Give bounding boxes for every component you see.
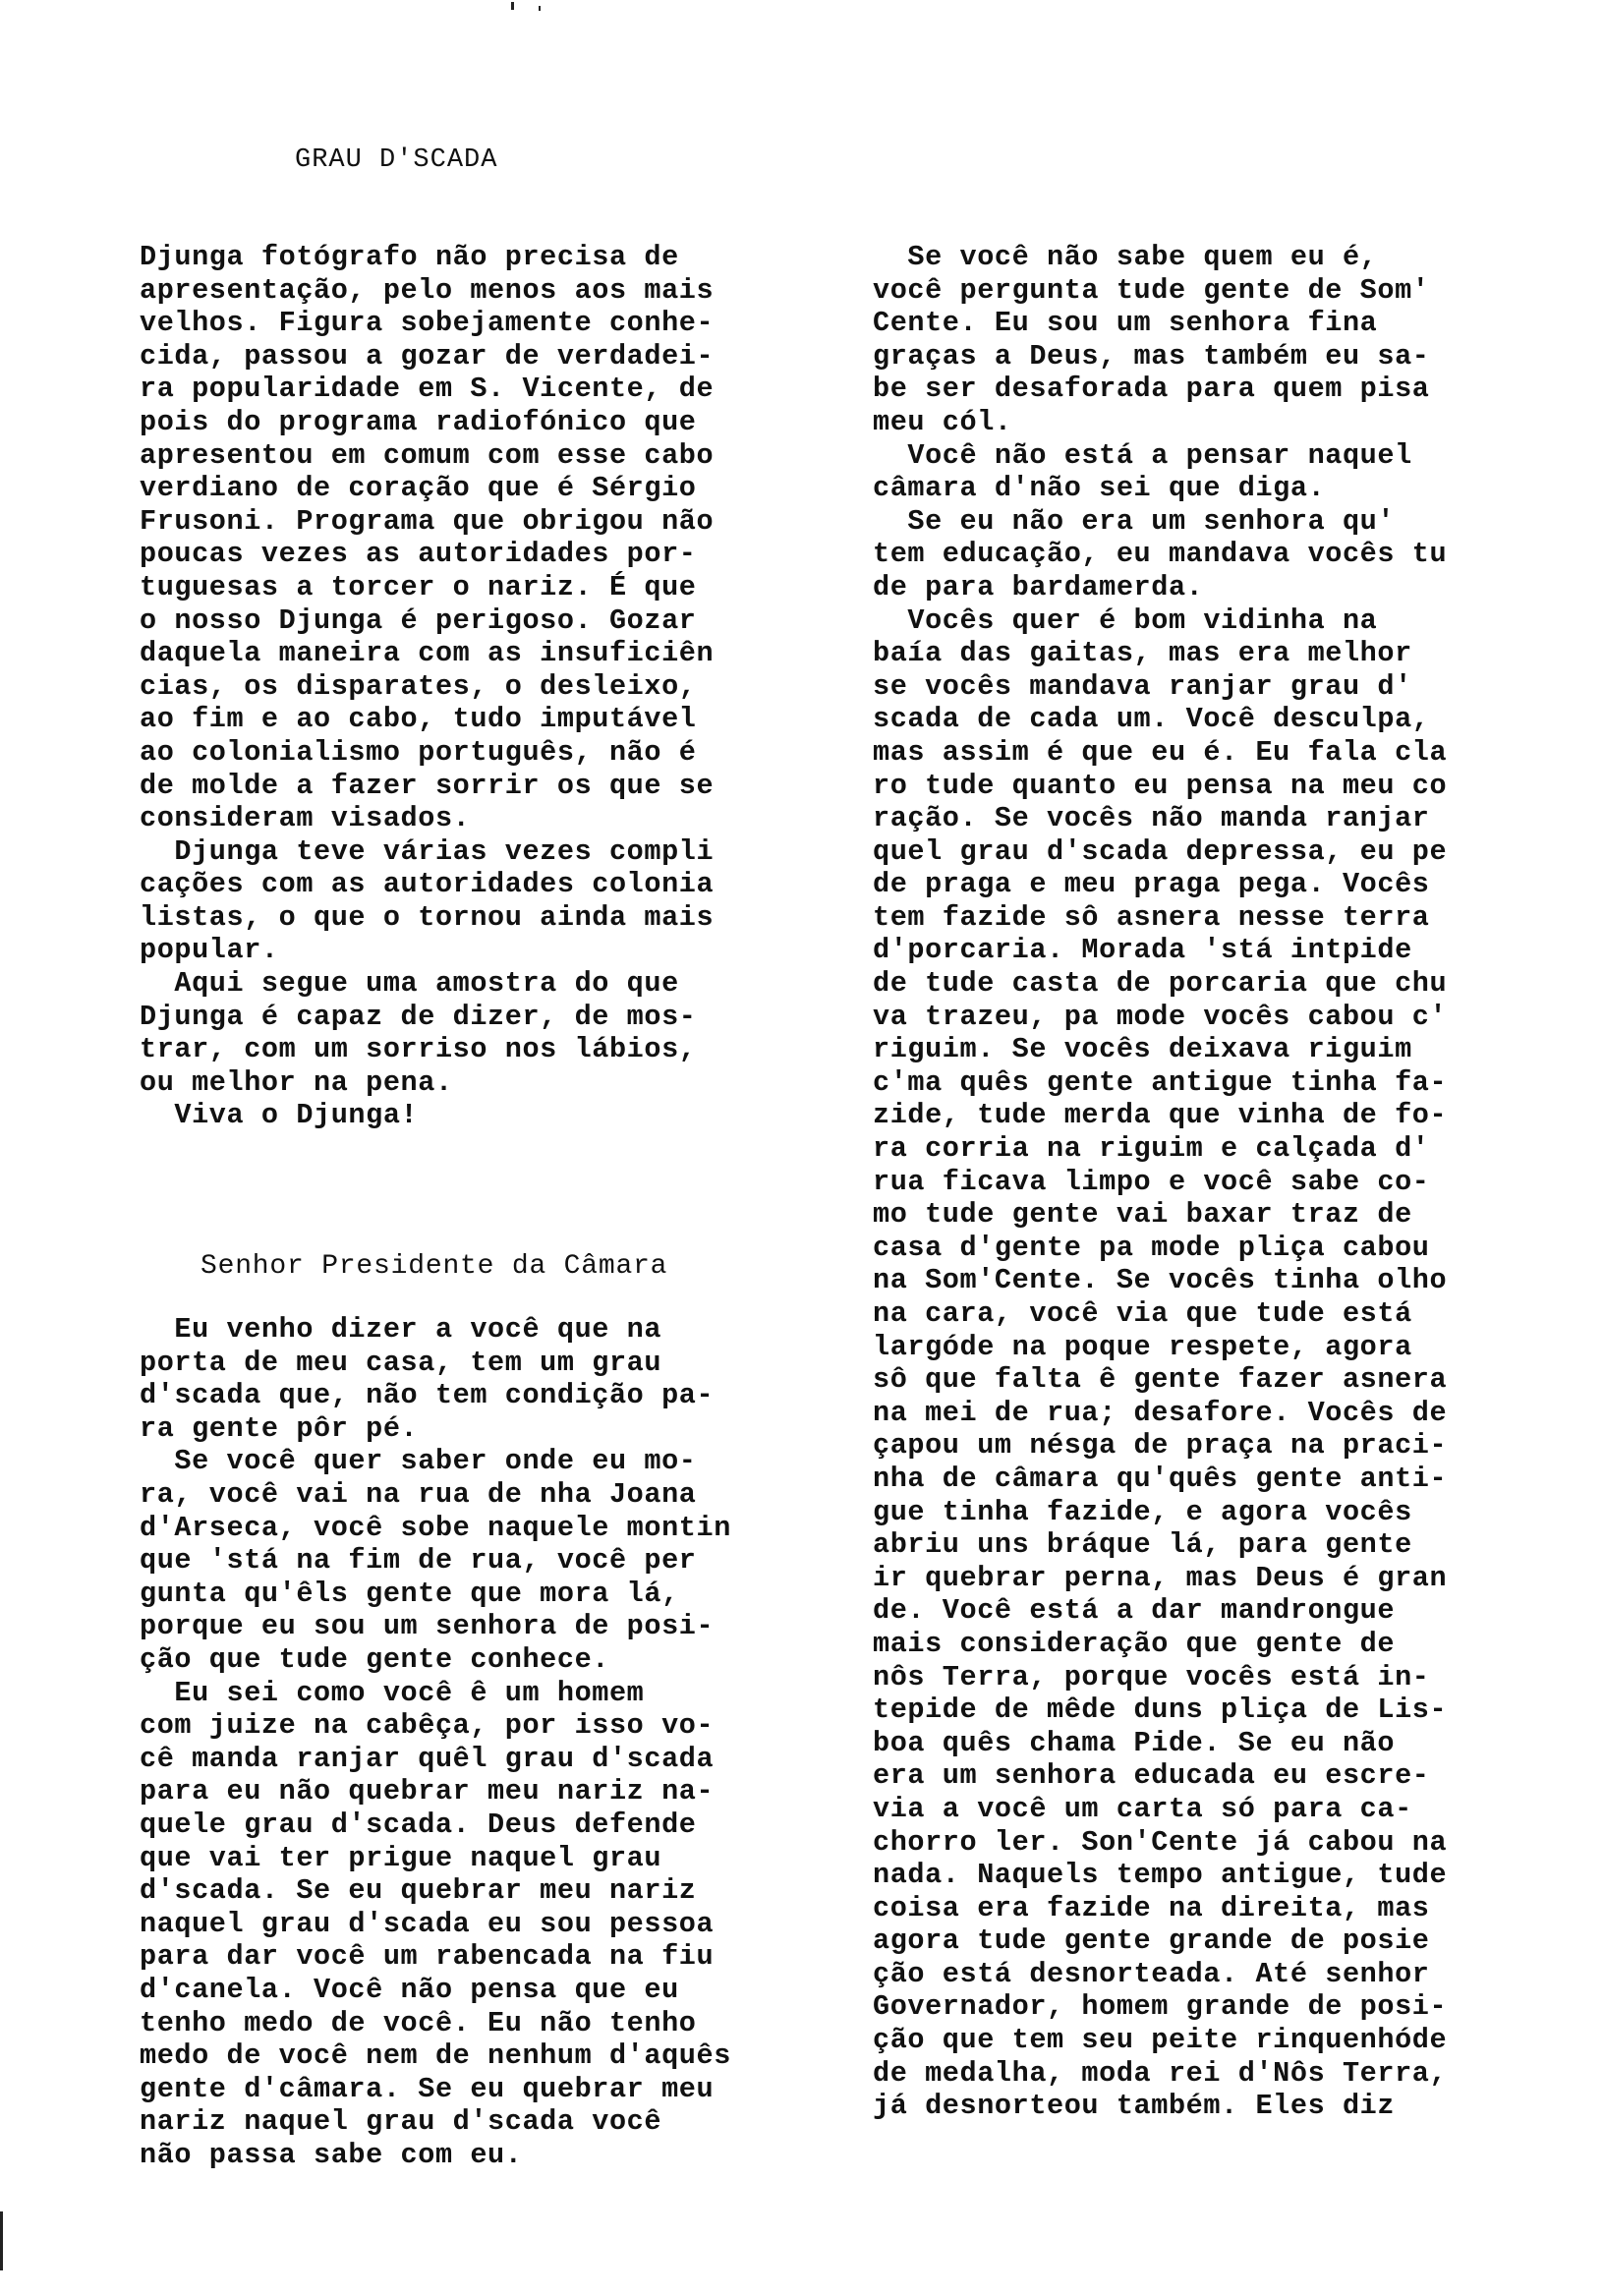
letter-line: de medalha, moda rei d'Nôs Terra, [873, 2056, 1448, 2090]
letter-line: tenho medo de você. Eu não tenho [140, 2006, 697, 2039]
intro-line: cida, passou a gozar de verdadei- [140, 339, 715, 373]
intro-line: consideram visados. [140, 802, 471, 835]
letter-line: baía das gaitas, mas era melhor [873, 637, 1412, 670]
letter-line: d'scada. Se eu quebrar meu nariz [140, 1874, 697, 1908]
letter-line: de tude casta de porcaria que chu [873, 967, 1448, 1001]
letter-line: chorro ler. Son'Cente já cabou na [873, 1825, 1448, 1859]
intro-line: apresentou em comum com esse cabo [140, 438, 715, 472]
letter-line: ração. Se vocês não manda ranjar [873, 802, 1430, 835]
letter-line: be ser desaforada para quem pisa [873, 373, 1430, 406]
letter-line: d'scada que, não tem condição pa- [140, 1379, 715, 1412]
letter-line: Vocês quer é bom vidinha na [873, 603, 1378, 637]
intro-line: ao colonialismo português, não é [140, 735, 697, 769]
letter-line: c'ma quês gente antigue tinha fa- [873, 1065, 1448, 1099]
letter-line: para eu não quebrar meu nariz na- [140, 1775, 715, 1808]
letter-line: nariz naquel grau d'scada você [140, 2105, 662, 2139]
intro-line: poucas vezes as autoridades por- [140, 538, 697, 571]
letter-line: tem fazide sô asnera nesse terra [873, 900, 1430, 934]
letter-line: de. Você está a dar mandrongue [873, 1594, 1396, 1628]
intro-line: de molde a fazer sorrir os que se [140, 769, 715, 802]
letter-line: ra corria na riguim e calçada d' [873, 1132, 1430, 1166]
intro-line: trar, com um sorriso nos lábios, [140, 1033, 697, 1066]
letter-line: ção que tude gente conhece. [140, 1642, 609, 1676]
intro-line: apresentação, pelo menos aos mais [140, 273, 715, 307]
letter-line: tepide de mêde duns pliça de Lis- [873, 1693, 1448, 1727]
letter-line: Eu venho dizer a você que na [140, 1313, 662, 1347]
intro-line: pois do programa radiofónico que [140, 405, 697, 438]
letter-body-right [873, 241, 1561, 2123]
letter-line: d'porcaria. Morada 'stá intpide [873, 934, 1412, 967]
letter-line: câmara d'não sei que diga. [873, 472, 1326, 505]
letter-line: graças a Deus, mas também eu sa- [873, 339, 1430, 373]
letter-line: porta de meu casa, tem um grau [140, 1346, 662, 1379]
letter-line: de para bardamerda. [873, 570, 1204, 603]
letter-line: era um senhora educada eu escre- [873, 1759, 1430, 1793]
letter-line: ção está desnorteada. Até senhor [873, 1957, 1430, 1990]
letter-line: na Som'Cente. Se vocês tinha olho [873, 1264, 1448, 1297]
letter-line: na cara, você via que tude está [873, 1297, 1412, 1330]
intro-line: popular. [140, 934, 279, 967]
letter-line: na mei de rua; desafore. Vocês de [873, 1396, 1448, 1429]
letter-line: rua ficava limpo e você sabe co- [873, 1165, 1430, 1198]
left-column [140, 241, 847, 2171]
letter-line: já desnorteou também. Eles diz [873, 2090, 1396, 2123]
section-gap [140, 1132, 847, 1250]
letter-line: medo de você nem de nenhum d'aquês [140, 2039, 731, 2073]
letter-line: d'canela. Você não pensa que eu [140, 1973, 679, 2006]
right-column [873, 241, 1561, 2123]
letter-line: abriu uns bráque lá, para gente [873, 1528, 1412, 1562]
letter-line: Se você não sabe quem eu é, [873, 241, 1378, 273]
intro-line: Viva o Djunga! [140, 1099, 419, 1132]
letter-line: agora tude gente grande de posie [873, 1924, 1430, 1958]
letter-line: scada de cada um. Você desculpa, [873, 703, 1430, 736]
letter-line: quele grau d'scada. Deus defende [140, 1808, 697, 1841]
letter-line: largóde na poque respete, agora [873, 1330, 1412, 1363]
letter-line: mo tude gente vai baxar traz de [873, 1198, 1412, 1232]
letter-body-left [140, 1313, 847, 2171]
intro-line: ra popularidade em S. Vicente, de [140, 373, 715, 406]
letter-line: gue tinha fazide, e agora vocês [873, 1495, 1412, 1528]
intro-paragraphs [140, 241, 847, 1132]
intro-line: o nosso Djunga é perigoso. Gozar [140, 603, 697, 637]
letter-line: ra, você vai na rua de nha Joana [140, 1478, 697, 1511]
letter-line: de praga e meu praga pega. Vocês [873, 868, 1430, 901]
letter-line: você pergunta tude gente de Som' [873, 273, 1430, 307]
letter-line: que 'stá na fim de rua, você per [140, 1544, 697, 1578]
letter-line: Eu sei como você ê um homem [140, 1676, 645, 1709]
scan-edge-mark [0, 2211, 3, 2270]
letter-line: gunta qu'êls gente que mora lá, [140, 1577, 679, 1610]
intro-line: velhos. Figura sobejamente conhe- [140, 307, 715, 340]
scan-speck [539, 6, 541, 11]
letter-line: d'Arseca, você sobe naquele montin [140, 1511, 731, 1544]
letter-heading: Senhor Presidente da Câmara [200, 1251, 668, 1283]
intro-line: tuguesas a torcer o nariz. É que [140, 570, 697, 603]
intro-line: cias, os disparates, o desleixo, [140, 669, 697, 703]
intro-line: listas, o que o tornou ainda mais [140, 900, 715, 934]
letter-line: ro tude quanto eu pensa na meu co [873, 769, 1448, 802]
letter-line: riguim. Se vocês deixava riguim [873, 1033, 1412, 1066]
letter-line: va trazeu, pa mode vocês cabou c' [873, 1000, 1448, 1033]
letter-line: ir quebrar perna, mas Deus é gran [873, 1561, 1448, 1594]
letter-line: boa quês chama Pide. Se eu não [873, 1726, 1396, 1759]
letter-line: coisa era fazide na direita, mas [873, 1891, 1430, 1924]
letter-line: Se você quer saber onde eu mo- [140, 1445, 697, 1478]
letter-line: casa d'gente pa mode pliça cabou [873, 1231, 1430, 1264]
scan-speck [511, 2, 514, 10]
letter-line: meu cól. [873, 405, 1012, 438]
intro-line: ou melhor na pena. [140, 1065, 453, 1099]
intro-line: ao fim e ao cabo, tudo imputável [140, 703, 697, 736]
letter-line: cê manda ranjar quêl grau d'scada [140, 1742, 715, 1775]
letter-line: çapou um nésga de praça na praci- [873, 1429, 1448, 1463]
letter-line: nha de câmara qu'quês gente anti- [873, 1462, 1448, 1495]
letter-line: para dar você um rabencada na fiu [140, 1940, 715, 1974]
letter-line: mas assim é que eu é. Eu fala cla [873, 735, 1448, 769]
intro-line: cações com as autoridades colonia [140, 868, 715, 901]
page-title: GRAU D'SCADA [295, 145, 498, 175]
letter-line: que vai ter prigue naquel grau [140, 1841, 662, 1874]
intro-line: Djunga teve várias vezes compli [140, 834, 715, 868]
intro-line: verdiano de coração que é Sérgio [140, 472, 697, 505]
letter-line: sô que falta ê gente fazer asnera [873, 1363, 1448, 1397]
letter-line: gente d'câmara. Se eu quebrar meu [140, 2072, 715, 2105]
letter-line: tem educação, eu mandava vocês tu [873, 538, 1448, 571]
letter-line: ção que tem seu peite rinquenhóde [873, 2024, 1448, 2057]
letter-line: nôs Terra, porque vocês está in- [873, 1660, 1430, 1693]
intro-line: daquela maneira com as insuficiên [140, 637, 715, 670]
letter-line: via a você um carta só para ca- [873, 1792, 1412, 1825]
letter-line: mais consideração que gente de [873, 1627, 1396, 1660]
letter-line: Você não está a pensar naquel [873, 438, 1412, 472]
letter-line: Cente. Eu sou um senhora fina [873, 307, 1378, 340]
letter-line: porque eu sou um senhora de posi- [140, 1610, 715, 1643]
intro-line: Djunga é capaz de dizer, de mos- [140, 1000, 697, 1033]
letter-line: Se eu não era um senhora qu' [873, 504, 1396, 538]
letter-line: se vocês mandava ranjar grau d' [873, 669, 1412, 703]
letter-line: Governador, homem grande de posi- [873, 1990, 1448, 2024]
letter-line: zide, tude merda que vinha de fo- [873, 1099, 1448, 1132]
letter-line: com juize na cabêça, por isso vo- [140, 1709, 715, 1743]
intro-line: Frusoni. Programa que obrigou não [140, 504, 715, 538]
intro-line: Djunga fotógrafo não precisa de [140, 241, 679, 273]
intro-line: Aqui segue uma amostra do que [140, 967, 679, 1001]
letter-line: não passa sabe com eu. [140, 2138, 523, 2171]
letter-line: nada. Naquels tempo antigue, tude [873, 1859, 1448, 1892]
letter-line: quel grau d'scada depressa, eu pe [873, 834, 1448, 868]
letter-line: ra gente pôr pé. [140, 1411, 419, 1445]
letter-line: naquel grau d'scada eu sou pessoa [140, 1907, 715, 1940]
